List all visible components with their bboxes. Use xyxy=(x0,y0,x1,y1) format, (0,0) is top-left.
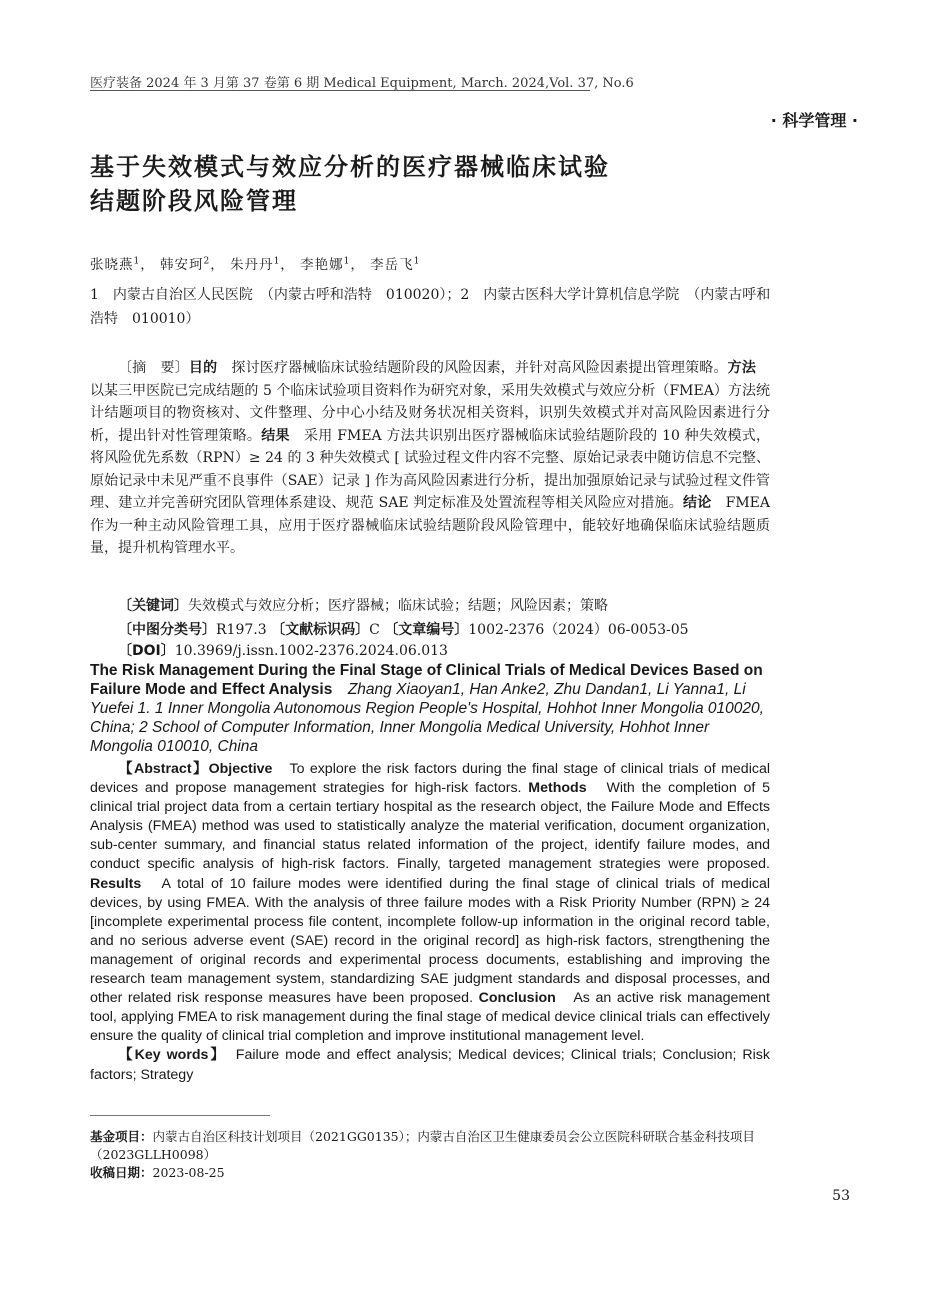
doi-label: 〔DOI〕 xyxy=(118,643,175,659)
keywords-cn xyxy=(118,595,608,615)
objective-label: 目的 xyxy=(188,360,218,376)
section-tag: · 科学管理 · xyxy=(770,111,858,130)
article-number-value: 1002-2376（2024）06-0053-05 xyxy=(468,622,689,638)
results-en-text: A total of 10 failure modes were identified during the final stage of clinical trials of medical devices, by using FMEA. With the analysis of three failure modes with a Risk Priority Number (RPN) ≥ 24 [incomplete experimental process file content, incomplete follow-up information in the original record table, and no serious adverse event (SAE) record in the original record] as high-risk factors, strengthening the management of original records and experimental process documents, establishing and improving the research team management system, standardizing SAE judgment standards and disposal processes, and other related risk response measures have been proposed. xyxy=(90,875,770,1007)
received-date: 2023-08-25 xyxy=(152,1165,225,1180)
footnote-rule xyxy=(90,1115,270,1116)
header-rule xyxy=(90,90,590,91)
author-affiliation: 1 xyxy=(343,256,351,267)
abstract-cn xyxy=(90,357,770,560)
classification-line xyxy=(118,619,689,639)
methods-en-label: Methods xyxy=(528,780,587,797)
author-affiliation: 1 xyxy=(413,256,421,267)
received-note xyxy=(90,1164,870,1182)
keywords-en-label: 【Key words】 xyxy=(118,1047,220,1064)
title-cn-line2: 结题阶段风险管理 xyxy=(90,187,298,215)
results-en-label: Results xyxy=(90,875,142,892)
conclusion-label: 结论 xyxy=(683,495,712,511)
author: 李艳娜 xyxy=(300,257,344,273)
methods-text: 以某三甲医院已完成结题的 5 个临床试验项目资料作为研究对象，采用失效模式与效应分析（FMEA）方法统计结题项目的物资核对、文件整理、分中心小结及财务状况相关资料，识别失效模式并对高风险因素进行分析，提出针对性管理策略。 xyxy=(90,360,771,444)
title-cn-line1: 基于失效模式与效应分析的医疗器械临床试验 xyxy=(90,153,610,181)
funding-label: 基金项目： xyxy=(90,1129,153,1144)
conclusion-text: FMEA 作为一种主动风险管理工具，应用于医疗器械临床试验结题阶段风险管理中，能较好地确保临床试验结题质量，提升机构管理水平。 xyxy=(90,495,771,556)
objective-text: 探讨医疗器械临床试验结题阶段的风险因素，并针对高风险因素提出管理策略。 xyxy=(217,360,728,376)
author: 朱丹丹 xyxy=(230,257,274,273)
author: 韩安珂 xyxy=(160,257,204,273)
english-authors-affiliations: Zhang Xiaoyan1, Han Anke2, Zhu Dandan1, Li Yanna1, Li Yuefei 1. 1 Inner Mongolia Autonomous Region People's Hospital, Hohhot Inner Mongolia 010020, China; 2 School of Computer Information, Inner Mongolia Medical University, Hohhot Inner Mongolia 010010, China xyxy=(90,681,764,755)
abstract-en xyxy=(90,760,770,1085)
clc-label: 〔中图分类号〕 xyxy=(118,622,216,638)
doi-line xyxy=(118,640,448,660)
keywords-en xyxy=(90,1046,770,1084)
funding-note xyxy=(90,1128,870,1164)
running-head: 医疗装备 2024 年 3 月第 37 卷第 6 期 Medical Equipment, March. 2024,Vol. 37, No.6 xyxy=(90,76,634,91)
keywords-cn-label: 〔关键词〕 xyxy=(118,598,188,614)
results-label: 结果 xyxy=(261,427,290,444)
doc-code-value: C xyxy=(369,622,380,638)
author-affiliation: 1 xyxy=(133,256,141,267)
author-affiliation: 1 xyxy=(273,256,281,267)
conclusion-en-text: As an active risk management tool, applying FMEA to risk management during the final stage of medical device clinical trials can effectively ensure the quality of clinical trial completion and improve institutional management level. xyxy=(90,990,770,1045)
methods-label: 方法 xyxy=(727,360,757,376)
english-title-block xyxy=(90,661,770,756)
received-label: 收稿日期： xyxy=(90,1165,153,1180)
methods-en-text: With the completion of 5 clinical trial project data from a certain tertiary hospital as the research object, the Failure Mode and Effects Analysis (FMEA) method was used to statistically analyze the material verification, document organization, sub-center summary, and financial status related information of the project, identify failure modes, and conduct specific analysis of high-risk factors. Finally, targeted management strategies were proposed. xyxy=(90,780,770,873)
funding-text: 内蒙古自治区科技计划项目（2021GG0135）；内蒙古自治区卫生健康委员会公立医院科研联合基金科技项目（2023GLLH0098） xyxy=(90,1129,755,1162)
abstract-en-label: 【Abstract】 xyxy=(118,761,209,777)
keywords-en-text: Failure mode and effect analysis; Medical devices; Clinical trials; Conclusion; Risk factors; Strategy xyxy=(90,1047,770,1083)
affiliations-cn: 1 内蒙古自治区人民医院 （内蒙古呼和浩特 010020）；2 内蒙古医科大学计算机信息学院 （内蒙古呼和浩特 010010） xyxy=(90,287,771,327)
doc-code-label: 〔文献标识码〕 xyxy=(271,622,370,638)
doi-value: 10.3969/j.issn.1002-2376.2024.06.013 xyxy=(174,643,448,659)
authors-cn: 张晓燕$^1$， 韩安珂$^2$， 朱丹丹$^1$， 李艳娜$^1$， 李岳飞$^1$ xyxy=(90,256,421,273)
english-title: The Risk Management During the Final Stage of Clinical Trials of Medical Devices Based on Failure Mode and Effect Analysis xyxy=(90,662,763,698)
article-number-label: 〔文章编号〕 xyxy=(384,622,469,638)
results-text: 采用 FMEA 方法共识别出医疗器械临床试验结题阶段的 10 种失效模式，将风险优先系数（RPN）≥ 24 的 3 种失效模式 [ 试验过程文件内容不完整、原始记录表中随访信息不完整、原始记录中未见严重不良事件（SAE）记录 ] 作为高风险因素进行分析，提出加强原始记录与试验过程文件管理、建立并完善研究团队管理体系建设、规范 SAE 判定标准及处置流程等相关风险应对措施。 xyxy=(90,427,771,511)
author: 张晓燕 xyxy=(90,257,134,273)
clc-value: R197.3 xyxy=(216,622,267,638)
keywords-cn-text: 失效模式与效应分析；医疗器械；临床试验；结题；风险因素；策略 xyxy=(188,598,608,614)
author: 李岳飞 xyxy=(370,257,414,273)
objective-en-label: Objective xyxy=(208,761,273,777)
conclusion-en-label: Conclusion xyxy=(478,990,556,1007)
abstract-cn-label: 〔摘 要〕 xyxy=(118,360,189,376)
author-affiliation: 2 xyxy=(203,256,211,267)
objective-en-text: To explore the risk factors during the final stage of clinical trials of medical devices and propose management strategies for high-risk factors. xyxy=(90,761,770,797)
page-number: 53 xyxy=(832,1188,850,1204)
title-cn xyxy=(90,150,790,218)
